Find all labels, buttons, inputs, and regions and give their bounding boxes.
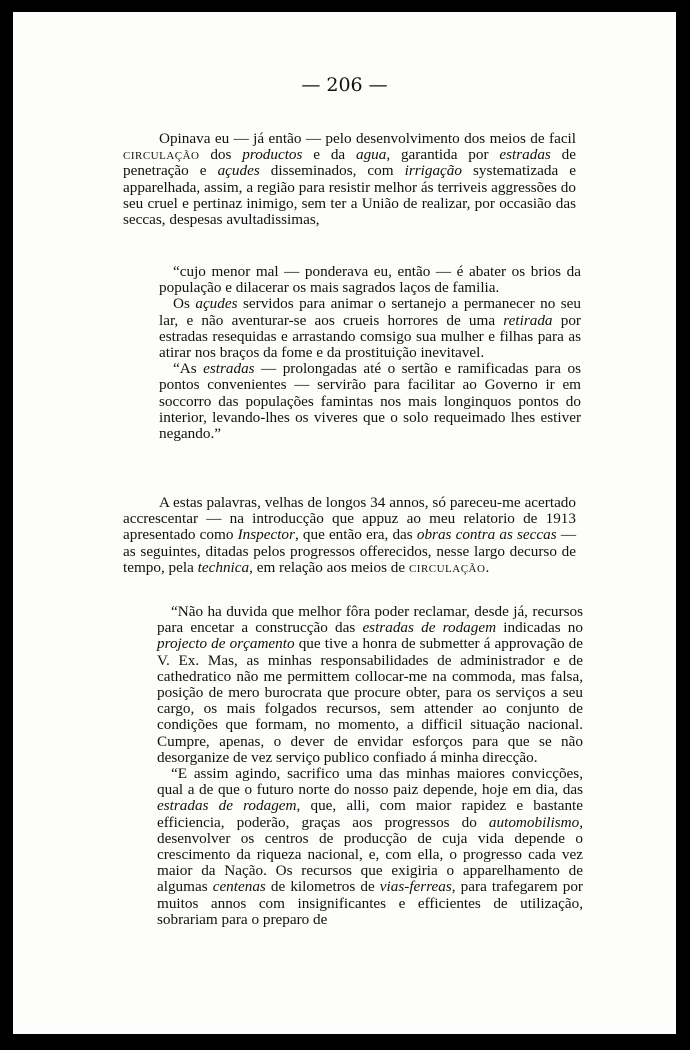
italic-run: açudes (217, 162, 260, 180)
text-run: “E assim agindo, sacrifico uma das minhas maiores convicções, qual a de que o futuro norte do nosso paiz depende, hoje em dia, das (157, 765, 583, 799)
italic-run: obras contra as seccas (416, 526, 557, 544)
italic-run: technica (197, 558, 250, 576)
quote1-para-1 (159, 264, 581, 296)
book-page (13, 12, 676, 1034)
text-run: Os (173, 295, 196, 313)
text-run: , em relação aos meios de (249, 558, 409, 576)
text-run: servidos para animar o sertanejo a permanecer no seu lar, e não aventurar-se aos crueis horrores de uma (159, 295, 581, 329)
smallcaps-run: circulação (123, 146, 200, 164)
text-run: , que, alli, com maior rapidez e bastante efficiencia, poderão, graças aos progressos do (157, 797, 583, 831)
quote1-para-2 (159, 296, 581, 361)
quote2-para-1 (157, 604, 583, 766)
text-run: disseminados, com (259, 162, 405, 180)
italic-run: vias-ferreas (379, 878, 452, 896)
quote1-para-3 (159, 361, 581, 442)
text-run: , que então era, das (294, 526, 417, 544)
quote-block-2 (157, 604, 583, 928)
smallcaps-run: circulação (408, 558, 486, 576)
text-run: dos (199, 146, 243, 164)
italic-run: projecto de orçamento (157, 635, 295, 653)
italic-run: irrigação (404, 162, 462, 180)
text-run: “cujo menor mal — ponderava eu, então — é abater os brios da população e dilacerar os mais sagrados laços de familia. (159, 263, 581, 297)
italic-run: estradas de rodagem (362, 619, 497, 637)
text-run: de kilometros de (265, 878, 380, 896)
text-run: , garantida por (386, 146, 500, 164)
text-run: Opinava eu — já então — pelo desenvolvimento dos meios de facil (159, 130, 576, 147)
text-run: , desenvolver os centros de producção de cuja vida depende o crescimento da riqueza nacional, e, com ella, o progresso cada vez maior da Nação. Os recursos que exigiria o apparelhamento de algumas (157, 813, 583, 896)
text-run: — as seguintes, ditadas pelos progressos offerecidos, nesse largo decurso de tempo, pela (123, 526, 576, 576)
italic-run: agua (355, 146, 387, 164)
italic-run: estradas de rodagem (157, 797, 297, 815)
italic-run: estradas (499, 146, 551, 164)
italic-run: açudes (195, 295, 238, 313)
paragraph-estas-palavras (123, 495, 576, 576)
text-run: “Não ha duvida que melhor fôra poder reclamar, desde já, recursos para encetar a construcção das (157, 603, 583, 637)
italic-run: estradas (203, 360, 255, 378)
italic-run: Inspector (237, 526, 295, 544)
text-run: . (485, 558, 490, 576)
italic-run: automobilismo (488, 813, 580, 831)
text-run: A estas palavras, velhas de longos 34 annos, só pareceu-me acertado accrescentar — na introducção que appuz ao meu relatorio de 1913 apresentado como (123, 494, 576, 544)
quote2-para-2 (157, 766, 583, 928)
text-run: “As (173, 360, 204, 378)
page-number: — 206 — (301, 74, 388, 96)
text-run: e da (302, 146, 356, 164)
paragraph-opinava (123, 131, 576, 228)
text-run: — prolongadas até o sertão e ramificadas para os pontos convenientes — servirão para facilitar ao Governo ir em soccorro das populações famintas nos mais longinquos pontos do interior, levando-lhes os viveres que o solo requeimado lhes estiver negando.” (159, 360, 581, 443)
text-run: por estradas resequidas e arrastando comsigo sua mulher e filhas para as atirar nos braços da fome e da prostituição inevitavel. (159, 311, 581, 362)
text-run: indicadas no (496, 619, 583, 637)
text-run: , para trafegarem por muitos annos com insignificantes e efficientes de utilização, sobrariam para o preparo de (157, 878, 583, 928)
text-run: systematizada e apparelhada, assim, a região para resistir melhor ás terriveis aggressões do seu cruel e pertinaz inimigo, sem ter a União de realizar, por occasião das seccas, despesas avultadissimas, (123, 162, 576, 229)
italic-run: retirada (503, 311, 553, 329)
quote-block-1 (159, 264, 581, 442)
italic-run: productos (242, 146, 303, 164)
text-run: que tive a honra de submetter á approvação de V. Ex. Mas, as minhas responsabilidades de administrador e de cathedratico não me permittem collocar-me na commoda, mas falsa, posição de mero burocrata que procure obter, para os serviços a seu cargo, os mais folgados recursos, sem attender ao conjunto de condições que formam, no momento, a difficil situação nacional. Cumpre, apenas, o dever de envidar esforços para que se não desorganize de vez serviço publico confiado á minha direcção. (157, 635, 583, 766)
italic-run: centenas (212, 878, 266, 896)
text-run: de penetração e (123, 146, 576, 180)
